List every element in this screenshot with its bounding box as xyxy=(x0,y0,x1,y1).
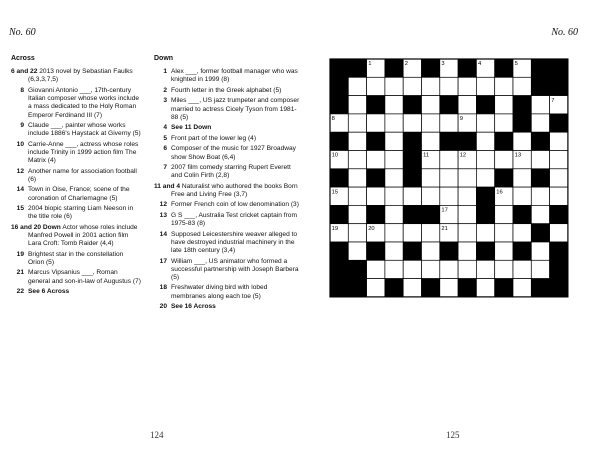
clue-number-label: 7 xyxy=(551,97,555,104)
grid-block xyxy=(495,169,513,187)
across-clue-text: Marcus Vipsanius ___, Roman general and son-in-law of Augustus (7) xyxy=(28,269,141,285)
grid-cell[interactable] xyxy=(422,114,440,132)
grid-cell[interactable] xyxy=(422,260,440,278)
down-clue-number: 20 xyxy=(159,303,167,311)
grid-block xyxy=(330,260,348,278)
grid-cell[interactable] xyxy=(476,151,494,169)
down-clue-number: 3 xyxy=(163,97,167,105)
grid-cell[interactable] xyxy=(458,260,476,278)
grid-block xyxy=(422,279,440,297)
grid-block xyxy=(458,279,476,297)
grid-cell[interactable] xyxy=(513,169,531,187)
grid-cell[interactable] xyxy=(348,242,366,260)
down-clue-number: 18 xyxy=(159,284,167,292)
grid-cell[interactable] xyxy=(495,96,513,114)
grid-cell[interactable] xyxy=(348,187,366,205)
down-clue-text: Fourth letter in the Greek alphabet (5) xyxy=(171,86,282,94)
grid-cell[interactable] xyxy=(348,114,366,132)
grid-block xyxy=(330,132,348,150)
grid-block xyxy=(513,242,531,260)
grid-cell[interactable] xyxy=(367,151,385,169)
grid-cell[interactable] xyxy=(476,169,494,187)
grid-block xyxy=(550,279,568,297)
grid-block xyxy=(422,59,440,77)
grid-cell[interactable] xyxy=(531,114,549,132)
down-clue-number: 4 xyxy=(163,124,167,132)
grid-cell[interactable] xyxy=(458,205,476,223)
grid-cell[interactable] xyxy=(367,279,385,297)
grid-cell[interactable] xyxy=(422,224,440,242)
grid-block xyxy=(403,242,421,260)
grid-cell[interactable] xyxy=(550,224,568,242)
grid-cell[interactable] xyxy=(513,224,531,242)
grid-cell[interactable] xyxy=(422,187,440,205)
grid-cell[interactable] xyxy=(385,224,403,242)
across-clue-text: Actor whose roles include Manfred Powell in 2001 action film Lara Croft: Tomb Raider (4,4) xyxy=(28,223,138,248)
clue-number-label: 3 xyxy=(441,61,445,68)
down-clue-text: See 16 Across xyxy=(171,303,216,311)
grid-block xyxy=(495,279,513,297)
grid-cell[interactable] xyxy=(348,77,366,95)
across-clue-number: 8 xyxy=(20,86,24,94)
grid-cell[interactable] xyxy=(440,260,458,278)
across-clue-number: 9 xyxy=(20,122,24,130)
across-clue-text: Giovanni Antonio ___, 17th-century Italian composer whose works include a mass dedicated to the Holy Roman Emperor Ferdinand III (7) xyxy=(28,86,140,119)
grid-cell[interactable] xyxy=(385,260,403,278)
grid-cell[interactable] xyxy=(476,279,494,297)
grid-block xyxy=(531,77,549,95)
clue-number-label: 5 xyxy=(514,61,518,68)
down-clue-text: Naturalist who authored the books Born Free and Living Free (3,7) xyxy=(171,182,298,198)
grid-block xyxy=(476,242,494,260)
clue-number-label: 15 xyxy=(331,189,339,196)
grid-cell[interactable] xyxy=(531,96,549,114)
down-clue-number: 17 xyxy=(159,257,167,265)
grid-block xyxy=(440,132,458,150)
across-clue-text: Another name for association football (6) xyxy=(28,167,137,183)
grid-cell[interactable] xyxy=(440,279,458,297)
grid-cell[interactable] xyxy=(403,260,421,278)
grid-block xyxy=(495,132,513,150)
across-clue-number: 10 xyxy=(16,140,24,148)
grid-cell[interactable] xyxy=(367,77,385,95)
clue-number-label: 9 xyxy=(459,116,463,123)
grid-block xyxy=(403,151,421,169)
grid-cell[interactable] xyxy=(495,77,513,95)
grid-cell[interactable] xyxy=(403,279,421,297)
grid-block xyxy=(513,114,531,132)
clue-number-label: 14 xyxy=(404,171,412,177)
clue-number-label: 12 xyxy=(459,152,467,159)
grid-cell[interactable] xyxy=(476,224,494,242)
grid-block xyxy=(550,242,568,260)
grid-block xyxy=(513,205,531,223)
grid-cell[interactable] xyxy=(403,114,421,132)
grid-cell[interactable] xyxy=(550,132,568,150)
across-clue-number: 6 and 22 xyxy=(11,68,38,76)
across-clue-text: Brightest star in the constellation Orion (5) xyxy=(28,250,124,266)
clue-number-label: 4 xyxy=(478,61,482,68)
grid-cell[interactable] xyxy=(531,205,549,223)
grid-block xyxy=(422,205,440,223)
clue-number-label: 6 xyxy=(331,79,335,86)
grid-cell[interactable] xyxy=(422,132,440,150)
grid-cell[interactable] xyxy=(367,187,385,205)
down-clue-text: Freshwater diving bird with lobed membranes along each toe (5) xyxy=(171,284,268,300)
grid-block xyxy=(403,96,421,114)
grid-block xyxy=(531,279,549,297)
grid-block xyxy=(367,205,385,223)
grid-cell[interactable] xyxy=(385,114,403,132)
grid-cell[interactable] xyxy=(348,132,366,150)
grid-cell[interactable] xyxy=(385,205,403,223)
grid-cell[interactable] xyxy=(550,151,568,169)
across-clue-text: Carrie-Anne ___, actress whose roles include Trinity in 1999 action film The Matrix (4) xyxy=(28,140,139,165)
grid-cell[interactable] xyxy=(385,77,403,95)
grid-block xyxy=(531,59,549,77)
down-clue-text: Front part of the lower leg (4) xyxy=(171,134,257,142)
grid-block xyxy=(330,242,348,260)
grid-cell[interactable] xyxy=(348,151,366,169)
clue-number-label: 11 xyxy=(423,152,430,159)
grid-cell[interactable] xyxy=(422,169,440,187)
grid-cell[interactable] xyxy=(440,151,458,169)
grid-cell[interactable] xyxy=(476,260,494,278)
grid-cell[interactable] xyxy=(458,96,476,114)
grid-block xyxy=(550,205,568,223)
down-clue-text: See 11 Down xyxy=(171,124,212,132)
grid-cell[interactable] xyxy=(367,114,385,132)
grid-cell[interactable] xyxy=(531,260,549,278)
down-clue-number: 11 and 4 xyxy=(154,182,181,190)
clue-number-label: 20 xyxy=(368,225,375,232)
clue-number-label: 13 xyxy=(514,152,522,159)
grid-block xyxy=(440,242,458,260)
grid-cell[interactable] xyxy=(550,169,568,187)
right-puzzle-title: No. 60 xyxy=(551,27,578,38)
grid-cell[interactable] xyxy=(422,96,440,114)
grid-cell[interactable] xyxy=(495,205,513,223)
grid-cell[interactable] xyxy=(476,77,494,95)
clue-number-label: 2 xyxy=(404,61,409,68)
across-clue-number: 15 xyxy=(16,205,24,213)
down-clue-text: Supposed Leicestershire weaver alleged to have destroyed industrial machinery in the late 18th century (3,4) xyxy=(171,230,298,255)
grid-block xyxy=(367,132,385,150)
down-clue-text: Alex ___, former football manager who was knighted in 1999 (8) xyxy=(171,68,298,84)
grid-cell[interactable] xyxy=(348,205,366,223)
across-clue-number: 19 xyxy=(16,250,24,258)
grid-cell[interactable] xyxy=(367,260,385,278)
grid-block xyxy=(458,59,476,77)
grid-block xyxy=(550,114,568,132)
clue-number-label: 17 xyxy=(441,207,448,214)
clue-number-label: 21 xyxy=(441,225,448,232)
clue-number-label: 19 xyxy=(331,225,339,232)
grid-cell[interactable] xyxy=(422,77,440,95)
grid-cell[interactable] xyxy=(476,114,494,132)
down-clue-number: 7 xyxy=(163,164,167,172)
grid-block xyxy=(513,96,531,114)
grid-block xyxy=(476,187,494,205)
grid-block xyxy=(531,169,549,187)
down-clue-number: 12 xyxy=(159,201,167,209)
grid-cell[interactable] xyxy=(403,224,421,242)
down-clue-text: 2007 film comedy starring Rupert Everett and Colin Firth (2,8) xyxy=(171,164,291,180)
grid-cell[interactable] xyxy=(385,169,403,187)
down-clue-number: 13 xyxy=(159,211,167,219)
grid-cell[interactable] xyxy=(458,187,476,205)
down-heading: Down xyxy=(154,55,174,62)
grid-cell[interactable] xyxy=(513,77,531,95)
grid-block xyxy=(330,169,348,187)
grid-cell[interactable] xyxy=(550,187,568,205)
clue-number-label: 8 xyxy=(331,116,335,123)
grid-cell[interactable] xyxy=(440,114,458,132)
across-clue-number: 22 xyxy=(16,288,24,296)
clue-number-label: 1 xyxy=(368,61,372,68)
grid-block xyxy=(330,279,348,297)
across-clue-number: 14 xyxy=(16,186,24,194)
grid-block xyxy=(476,96,494,114)
across-clue-text: Claude ___, painter whose works include 1886's Haystack at Giverny (5) xyxy=(28,122,141,138)
clue-number-label: 18 xyxy=(478,207,485,214)
grid-cell[interactable] xyxy=(495,260,513,278)
down-clue-text: Miles ___, US jazz trumpeter and composer married to actress Cicely Tyson from 1981-88 (5) xyxy=(171,97,300,121)
down-clue-number: 1 xyxy=(163,68,167,76)
left-page-number: 124 xyxy=(150,430,164,440)
grid-cell[interactable] xyxy=(458,77,476,95)
grid-block xyxy=(550,77,568,95)
grid-cell[interactable] xyxy=(385,187,403,205)
across-clue-text: See 6 Across xyxy=(28,288,70,296)
right-page-number: 125 xyxy=(446,430,460,440)
grid-cell[interactable] xyxy=(458,169,476,187)
across-clue-number: 16 and 20 Down xyxy=(11,223,61,231)
grid-cell[interactable] xyxy=(513,279,531,297)
grid-cell[interactable] xyxy=(495,114,513,132)
grid-cell[interactable] xyxy=(531,187,549,205)
down-clue-text: Former French coin of low denomination (3) xyxy=(171,201,299,209)
grid-cell[interactable] xyxy=(348,224,366,242)
grid-cell[interactable] xyxy=(531,151,549,169)
grid-block xyxy=(440,96,458,114)
grid-cell[interactable] xyxy=(458,224,476,242)
grid-cell[interactable] xyxy=(495,224,513,242)
grid-cell[interactable] xyxy=(495,151,513,169)
grid-block xyxy=(531,224,549,242)
grid-block xyxy=(348,59,366,77)
grid-block xyxy=(403,132,421,150)
clue-number-label: 10 xyxy=(331,152,339,159)
left-puzzle-title: No. 60 xyxy=(9,27,36,38)
across-clue-text: Town in Oise, France; scene of the coronation of Charlemagne (5) xyxy=(28,186,130,202)
across-clue-number: 21 xyxy=(16,269,24,277)
grid-block xyxy=(550,59,568,77)
grid-cell[interactable] xyxy=(385,151,403,169)
grid-block xyxy=(495,59,513,77)
grid-block xyxy=(385,59,403,77)
grid-cell[interactable] xyxy=(348,169,366,187)
down-clue-text: Composer of the music for 1927 Broadway show Show Boat (6,4) xyxy=(171,145,296,161)
grid-block xyxy=(531,132,549,150)
grid-cell[interactable] xyxy=(495,242,513,260)
clue-number-label: 22 xyxy=(349,262,357,269)
grid-cell[interactable] xyxy=(348,96,366,114)
down-clue-number: 14 xyxy=(159,230,167,238)
grid-cell[interactable] xyxy=(403,187,421,205)
down-clue-number: 2 xyxy=(163,86,167,94)
grid-cell[interactable] xyxy=(476,132,494,150)
grid-block xyxy=(330,96,348,114)
down-clue-number: 5 xyxy=(163,134,167,142)
grid-cell[interactable] xyxy=(403,77,421,95)
grid-cell[interactable] xyxy=(513,132,531,150)
grid-cell[interactable] xyxy=(513,260,531,278)
grid-block xyxy=(330,205,348,223)
across-heading: Across xyxy=(11,55,35,62)
grid-block xyxy=(385,279,403,297)
down-clue-text: William ___, US animator who formed a successful partnership with Joseph Barbera (5) xyxy=(171,257,299,281)
grid-cell[interactable] xyxy=(440,169,458,187)
grid-block xyxy=(367,96,385,114)
grid-cell[interactable] xyxy=(440,187,458,205)
grid-block xyxy=(348,279,366,297)
grid-block xyxy=(458,132,476,150)
grid-cell[interactable] xyxy=(422,242,440,260)
grid-cell[interactable] xyxy=(513,187,531,205)
grid-cell[interactable] xyxy=(531,242,549,260)
grid-block xyxy=(330,59,348,77)
across-clue-text: 2013 novel by Sebastian Faulks (6,3,3,7,5) xyxy=(28,68,133,84)
grid-cell[interactable] xyxy=(458,242,476,260)
grid-block xyxy=(367,169,385,187)
down-clue-text: G S ___, Australia Test cricket captain from 1975-83 (8) xyxy=(171,211,297,228)
down-clue-number: 6 xyxy=(163,145,167,153)
grid-block xyxy=(550,260,568,278)
clue-number-label: 16 xyxy=(496,189,503,196)
grid-block xyxy=(403,205,421,223)
across-clue-text: 2004 biopic starring Liam Neeson in the title role (6) xyxy=(28,205,134,221)
grid-cell[interactable] xyxy=(440,77,458,95)
grid-cell[interactable] xyxy=(385,242,403,260)
grid-cell[interactable] xyxy=(385,96,403,114)
across-clue-number: 12 xyxy=(16,167,24,175)
grid-cell[interactable] xyxy=(385,132,403,150)
grid-block xyxy=(367,242,385,260)
